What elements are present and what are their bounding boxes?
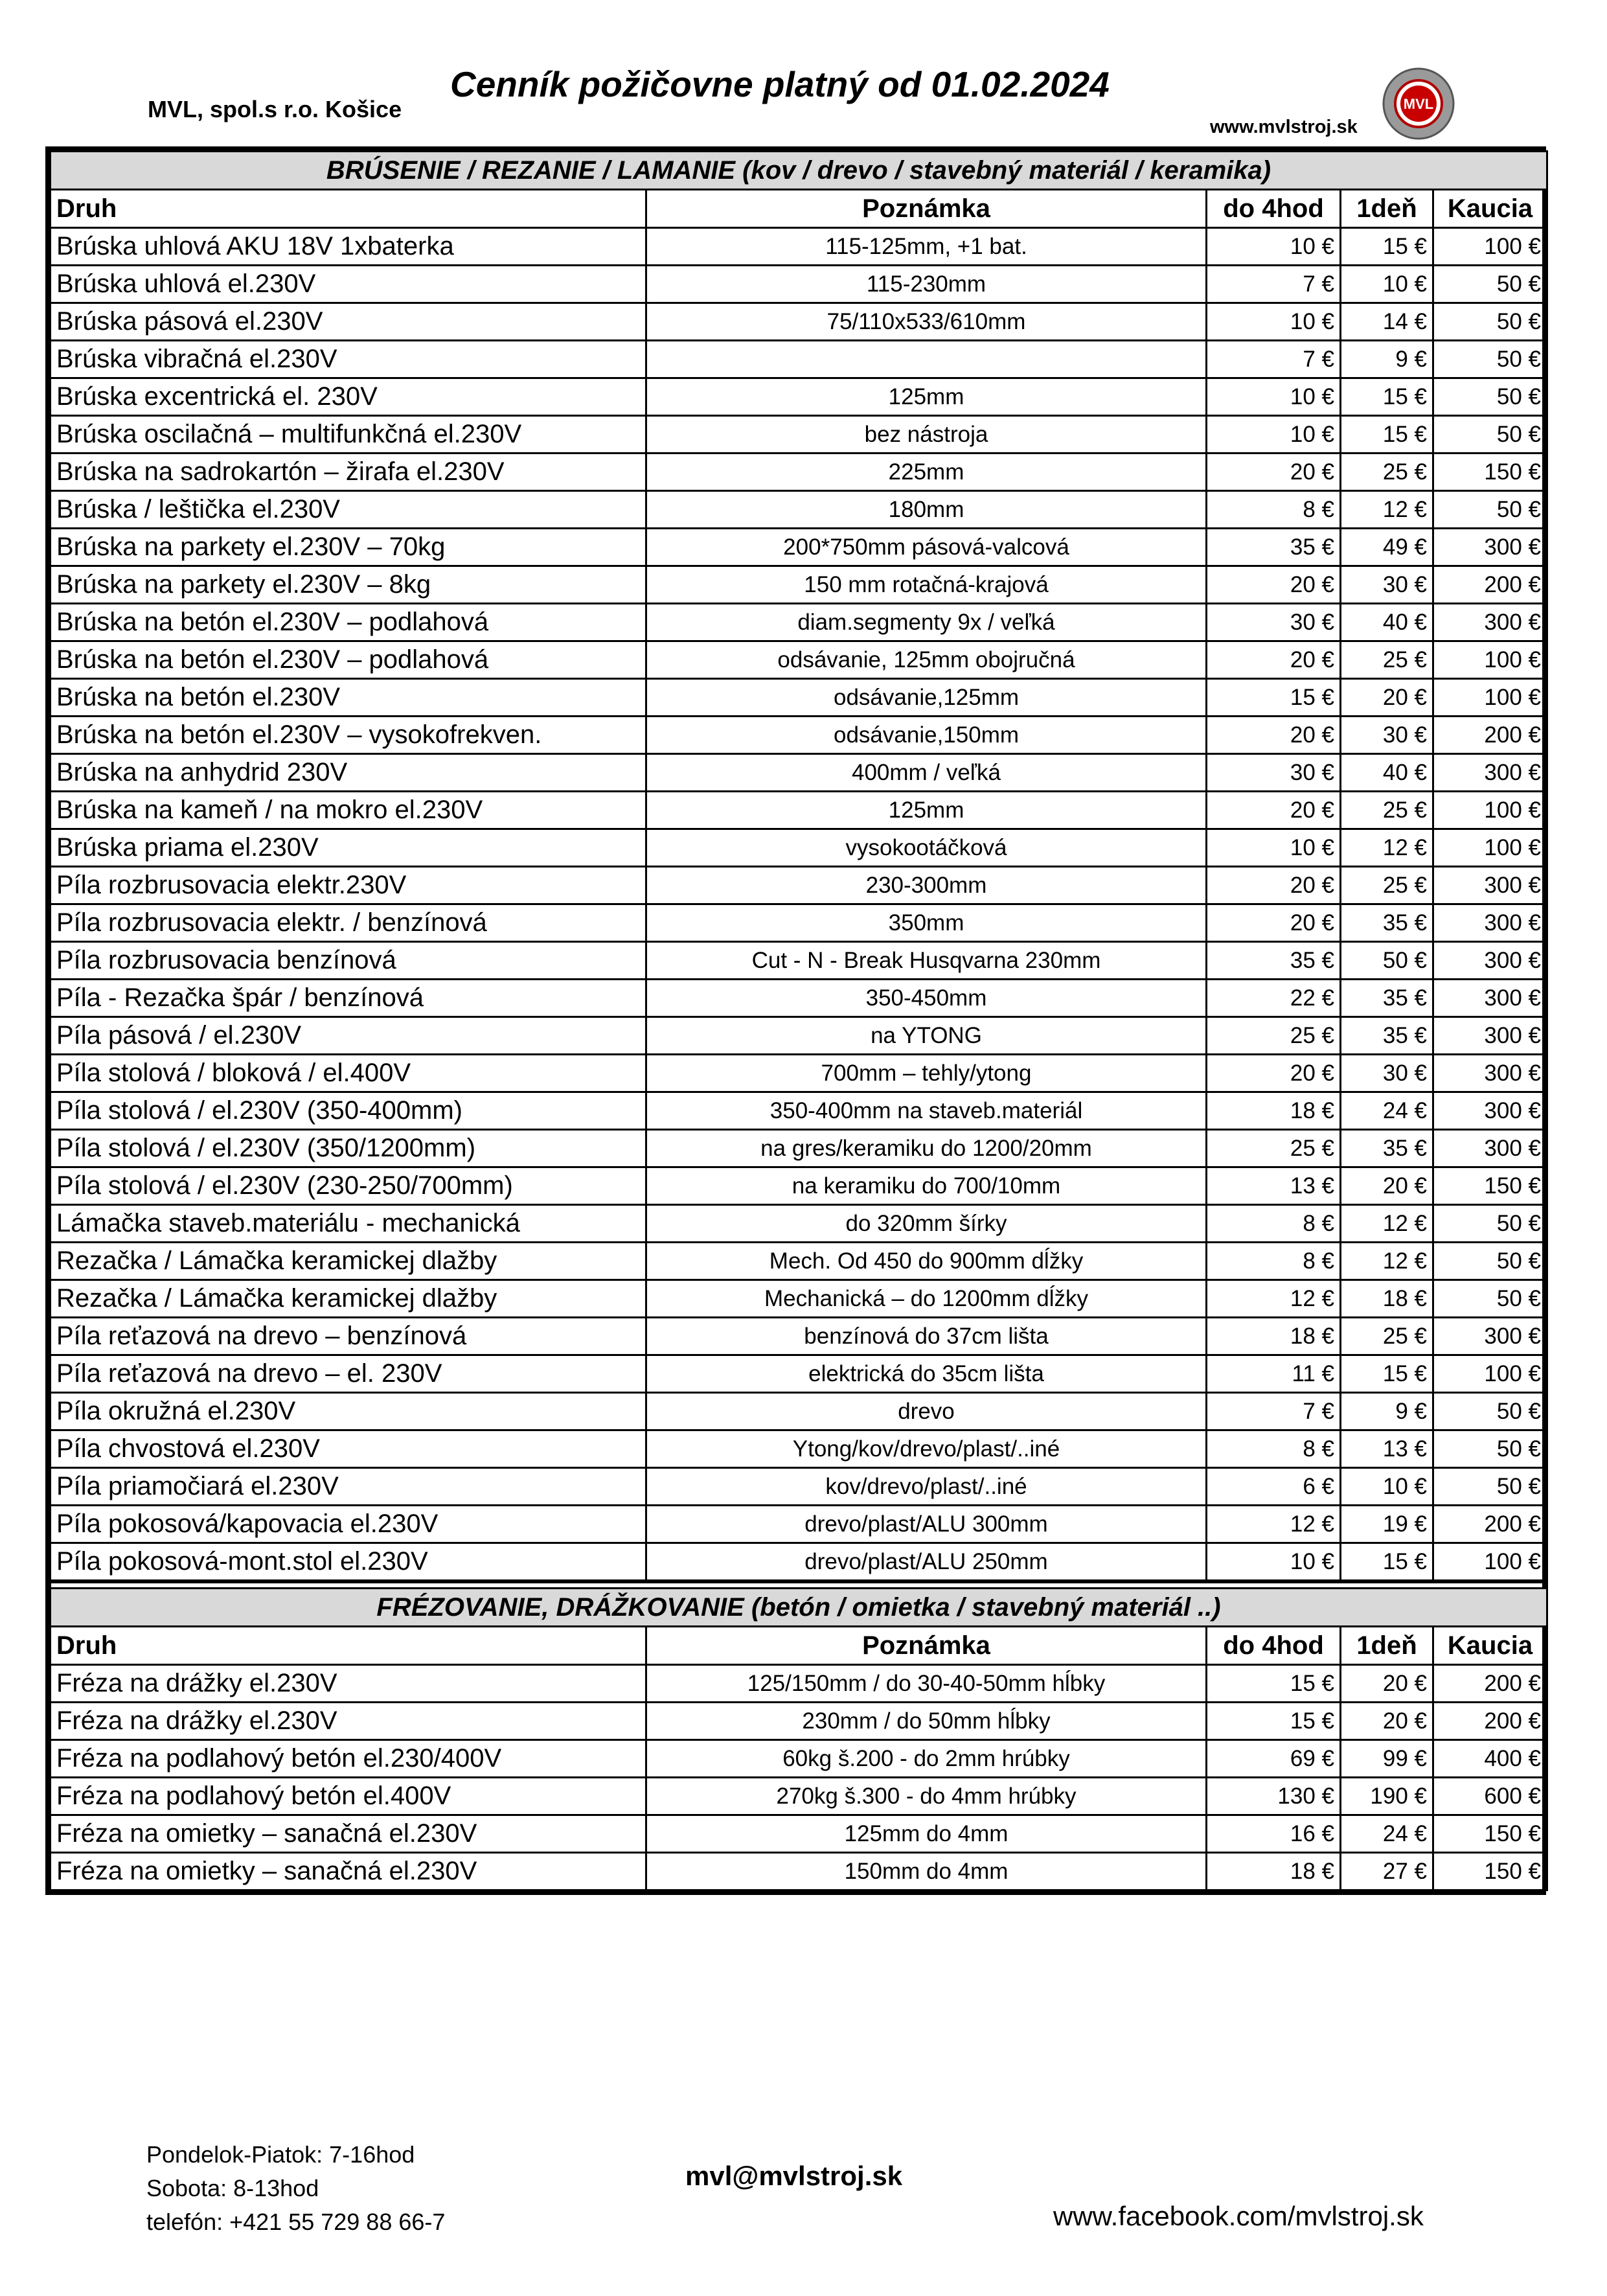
table-row: [51, 717, 1547, 754]
price-day: 12 €: [1341, 829, 1433, 867]
price-4h: 20 €: [1207, 717, 1341, 754]
item-name: Píla rozbrusovacia elektr.230V: [51, 867, 646, 904]
table-row: [51, 1280, 1547, 1318]
price-4h: 20 €: [1207, 792, 1341, 829]
column-header-note: Poznámka: [646, 190, 1207, 228]
item-note: 60kg š.200 - do 2mm hrúbky: [646, 1740, 1207, 1778]
column-header-day: 1deň: [1341, 1627, 1433, 1665]
price-4h: 12 €: [1207, 1506, 1341, 1543]
item-note: diam.segmenty 9x / veľká: [646, 604, 1207, 641]
price-4h: 20 €: [1207, 904, 1341, 942]
item-note: odsávanie,125mm: [646, 679, 1207, 717]
price-4h: 18 €: [1207, 1318, 1341, 1355]
deposit: 300 €: [1433, 529, 1547, 566]
deposit: 200 €: [1433, 717, 1547, 754]
price-day: 15 €: [1341, 378, 1433, 416]
item-note: 75/110x533/610mm: [646, 303, 1207, 341]
price-day: 15 €: [1341, 1543, 1433, 1582]
table-row: [51, 1468, 1547, 1506]
column-header-h4: do 4hod: [1207, 190, 1341, 228]
price-day: 15 €: [1341, 228, 1433, 266]
price-day: 25 €: [1341, 453, 1433, 491]
deposit: 200 €: [1433, 1506, 1547, 1543]
column-header-row: [51, 190, 1547, 228]
price-day: 35 €: [1341, 1017, 1433, 1055]
table-row: [51, 1815, 1547, 1853]
deposit: 300 €: [1433, 867, 1547, 904]
deposit: 300 €: [1433, 1318, 1547, 1355]
table-row: [51, 1092, 1547, 1130]
deposit: 300 €: [1433, 1055, 1547, 1092]
item-name: Píla okružná el.230V: [51, 1393, 646, 1430]
item-name: Brúska oscilačná – multifunkčná el.230V: [51, 416, 646, 453]
deposit: 50 €: [1433, 303, 1547, 341]
opening-hours: [146, 2138, 445, 2239]
item-name: Brúska uhlová el.230V: [51, 266, 646, 303]
price-4h: 10 €: [1207, 303, 1341, 341]
item-note: benzínová do 37cm lišta: [646, 1318, 1207, 1355]
table-row: [51, 829, 1547, 867]
price-4h: 30 €: [1207, 604, 1341, 641]
price-day: 9 €: [1341, 341, 1433, 378]
item-note: 150 mm rotačná-krajová: [646, 566, 1207, 604]
deposit: 150 €: [1433, 453, 1547, 491]
item-name: Píla pásová / el.230V: [51, 1017, 646, 1055]
price-4h: 18 €: [1207, 1853, 1341, 1890]
table-row: [51, 1055, 1547, 1092]
deposit: 300 €: [1433, 754, 1547, 792]
deposit: 400 €: [1433, 1740, 1547, 1778]
price-4h: 35 €: [1207, 529, 1341, 566]
table-row: [51, 1393, 1547, 1430]
item-name: Fréza na drážky el.230V: [51, 1703, 646, 1740]
price-4h: 15 €: [1207, 1665, 1341, 1703]
deposit: 50 €: [1433, 1468, 1547, 1506]
item-note: 270kg š.300 - do 4mm hrúbky: [646, 1778, 1207, 1815]
price-day: 35 €: [1341, 980, 1433, 1017]
deposit: 50 €: [1433, 266, 1547, 303]
item-name: Píla reťazová na drevo – benzínová: [51, 1318, 646, 1355]
phone-number: telefón: +421 55 729 88 66-7: [146, 2209, 446, 2235]
price-4h: 25 €: [1207, 1017, 1341, 1055]
price-day: 20 €: [1341, 1703, 1433, 1740]
price-day: 12 €: [1341, 491, 1433, 529]
column-header-note: Poznámka: [646, 1627, 1207, 1665]
deposit: 300 €: [1433, 904, 1547, 942]
item-note: 150mm do 4mm: [646, 1853, 1207, 1890]
price-4h: 25 €: [1207, 1130, 1341, 1167]
price-day: 35 €: [1341, 904, 1433, 942]
column-header-day: 1deň: [1341, 190, 1433, 228]
price-4h: 8 €: [1207, 1205, 1341, 1243]
price-table: [49, 150, 1548, 1891]
item-name: Píla stolová / el.230V (230-250/700mm): [51, 1167, 646, 1205]
price-day: 10 €: [1341, 266, 1433, 303]
price-4h: 10 €: [1207, 1543, 1341, 1582]
price-4h: 130 €: [1207, 1778, 1341, 1815]
price-4h: 11 €: [1207, 1355, 1341, 1393]
item-note: kov/drevo/plast/..iné: [646, 1468, 1207, 1506]
price-day: 20 €: [1341, 679, 1433, 717]
table-row: [51, 942, 1547, 980]
item-name: Píla rozbrusovacia benzínová: [51, 942, 646, 980]
item-note: na keramiku do 700/10mm: [646, 1167, 1207, 1205]
price-4h: 18 €: [1207, 1092, 1341, 1130]
item-note: vysokootáčková: [646, 829, 1207, 867]
item-note: odsávanie, 125mm obojručná: [646, 641, 1207, 679]
item-note: 125mm do 4mm: [646, 1815, 1207, 1853]
deposit: 150 €: [1433, 1167, 1547, 1205]
item-name: Píla stolová / el.230V (350/1200mm): [51, 1130, 646, 1167]
item-name: Rezačka / Lámačka keramickej dlažby: [51, 1280, 646, 1318]
deposit: 150 €: [1433, 1853, 1547, 1890]
item-note: bez nástroja: [646, 416, 1207, 453]
deposit: 100 €: [1433, 792, 1547, 829]
item-note: elektrická do 35cm lišta: [646, 1355, 1207, 1393]
price-4h: 10 €: [1207, 416, 1341, 453]
price-4h: 12 €: [1207, 1280, 1341, 1318]
price-4h: 8 €: [1207, 491, 1341, 529]
deposit: 100 €: [1433, 679, 1547, 717]
deposit: 100 €: [1433, 1543, 1547, 1582]
deposit: 300 €: [1433, 1017, 1547, 1055]
item-name: Rezačka / Lámačka keramickej dlažby: [51, 1243, 646, 1280]
price-day: 35 €: [1341, 1130, 1433, 1167]
item-name: Brúska na betón el.230V – vysokofrekven.: [51, 717, 646, 754]
price-day: 13 €: [1341, 1430, 1433, 1468]
item-note: Mech. Od 450 do 900mm dĺžky: [646, 1243, 1207, 1280]
item-name: Píla rozbrusovacia elektr. / benzínová: [51, 904, 646, 942]
item-name: Fréza na omietky – sanačná el.230V: [51, 1853, 646, 1890]
item-note: Cut - N - Break Husqvarna 230mm: [646, 942, 1207, 980]
table-row: [51, 1665, 1547, 1703]
item-note: drevo/plast/ALU 300mm: [646, 1506, 1207, 1543]
price-day: 12 €: [1341, 1243, 1433, 1280]
company-logo: [1370, 65, 1467, 143]
price-day: 12 €: [1341, 1205, 1433, 1243]
item-note: 350mm: [646, 904, 1207, 942]
item-note: odsávanie,150mm: [646, 717, 1207, 754]
table-row: [51, 1506, 1547, 1543]
price-4h: 8 €: [1207, 1243, 1341, 1280]
price-day: 24 €: [1341, 1815, 1433, 1853]
table-row: [51, 1167, 1547, 1205]
deposit: 50 €: [1433, 416, 1547, 453]
deposit: 300 €: [1433, 1092, 1547, 1130]
section-title-row: [51, 1589, 1547, 1627]
table-row: [51, 641, 1547, 679]
price-4h: 30 €: [1207, 754, 1341, 792]
price-list: [45, 146, 1546, 1895]
price-4h: 13 €: [1207, 1167, 1341, 1205]
price-4h: 20 €: [1207, 641, 1341, 679]
item-name: Píla stolová / bloková / el.400V: [51, 1055, 646, 1092]
table-row: [51, 378, 1547, 416]
price-day: 20 €: [1341, 1167, 1433, 1205]
item-note: 125mm: [646, 378, 1207, 416]
table-row: [51, 679, 1547, 717]
item-note: 350-450mm: [646, 980, 1207, 1017]
deposit: 100 €: [1433, 228, 1547, 266]
table-row: [51, 1740, 1547, 1778]
company-name: MVL, spol.s r.o. Košice: [148, 96, 402, 122]
table-row: [51, 1205, 1547, 1243]
table-row: [51, 1543, 1547, 1582]
item-note: drevo: [646, 1393, 1207, 1430]
deposit: 200 €: [1433, 1665, 1547, 1703]
item-name: Píla priamočiará el.230V: [51, 1468, 646, 1506]
table-row: [51, 453, 1547, 491]
item-note: 700mm – tehly/ytong: [646, 1055, 1207, 1092]
table-row: [51, 1355, 1547, 1393]
deposit: 50 €: [1433, 1280, 1547, 1318]
item-note: 180mm: [646, 491, 1207, 529]
section-title-row: [51, 152, 1547, 190]
table-row: [51, 1318, 1547, 1355]
table-row: [51, 566, 1547, 604]
deposit: 300 €: [1433, 942, 1547, 980]
price-day: 19 €: [1341, 1506, 1433, 1543]
deposit: 300 €: [1433, 604, 1547, 641]
item-note: 400mm / veľká: [646, 754, 1207, 792]
price-day: 27 €: [1341, 1853, 1433, 1890]
section-title: BRÚSENIE / REZANIE / LAMANIE (kov / drevo / stavebný materiál / keramika): [51, 152, 1547, 190]
table-row: [51, 416, 1547, 453]
price-4h: 20 €: [1207, 566, 1341, 604]
price-4h: 7 €: [1207, 341, 1341, 378]
price-day: 40 €: [1341, 604, 1433, 641]
item-note: 125mm: [646, 792, 1207, 829]
item-note: 230-300mm: [646, 867, 1207, 904]
price-day: 14 €: [1341, 303, 1433, 341]
column-header-row: [51, 1627, 1547, 1665]
item-note: 115-125mm, +1 bat.: [646, 228, 1207, 266]
price-4h: 7 €: [1207, 266, 1341, 303]
price-4h: 22 €: [1207, 980, 1341, 1017]
deposit: 50 €: [1433, 378, 1547, 416]
column-header-type: Druh: [51, 190, 646, 228]
facebook-link[interactable]: www.facebook.com/mvlstroj.sk: [1053, 2201, 1424, 2231]
logo-text: MVL: [1403, 96, 1434, 112]
item-name: Brúska na betón el.230V – podlahová: [51, 604, 646, 641]
deposit: 300 €: [1433, 980, 1547, 1017]
price-4h: 6 €: [1207, 1468, 1341, 1506]
deposit: 100 €: [1433, 829, 1547, 867]
table-row: [51, 529, 1547, 566]
column-header-type: Druh: [51, 1627, 646, 1665]
item-name: Brúska vibračná el.230V: [51, 341, 646, 378]
item-note: 125/150mm / do 30-40-50mm hĺbky: [646, 1665, 1207, 1703]
deposit: 50 €: [1433, 1243, 1547, 1280]
deposit: 50 €: [1433, 341, 1547, 378]
price-4h: 20 €: [1207, 1055, 1341, 1092]
table-row: [51, 980, 1547, 1017]
item-note: 230mm / do 50mm hĺbky: [646, 1703, 1207, 1740]
price-4h: 20 €: [1207, 867, 1341, 904]
item-name: Brúska na parkety el.230V – 8kg: [51, 566, 646, 604]
website-link[interactable]: www.mvlstroj.sk: [1210, 117, 1358, 137]
deposit: 50 €: [1433, 1205, 1547, 1243]
price-4h: 8 €: [1207, 1430, 1341, 1468]
price-day: 50 €: [1341, 942, 1433, 980]
email-link[interactable]: mvl@mvlstroj.sk: [685, 2161, 903, 2191]
price-day: 15 €: [1341, 416, 1433, 453]
item-name: Brúska na sadrokartón – žirafa el.230V: [51, 453, 646, 491]
section-divider: [51, 1581, 1547, 1589]
price-4h: 69 €: [1207, 1740, 1341, 1778]
item-name: Píla chvostová el.230V: [51, 1430, 646, 1468]
table-row: [51, 303, 1547, 341]
price-4h: 15 €: [1207, 679, 1341, 717]
item-note: 225mm: [646, 453, 1207, 491]
item-name: Brúska na kameň / na mokro el.230V: [51, 792, 646, 829]
item-name: Píla stolová / el.230V (350-400mm): [51, 1092, 646, 1130]
price-4h: 16 €: [1207, 1815, 1341, 1853]
section-title: FRÉZOVANIE, DRÁŽKOVANIE (betón / omietka / stavebný materiál ..): [51, 1589, 1547, 1627]
column-header-deposit: Kaucia: [1433, 190, 1547, 228]
price-4h: 35 €: [1207, 942, 1341, 980]
item-name: Brúska na betón el.230V – podlahová: [51, 641, 646, 679]
deposit: 300 €: [1433, 1130, 1547, 1167]
item-name: Brúska na betón el.230V: [51, 679, 646, 717]
deposit: 200 €: [1433, 1703, 1547, 1740]
table-row: [51, 341, 1547, 378]
table-row: [51, 904, 1547, 942]
deposit: 50 €: [1433, 1393, 1547, 1430]
item-name: Fréza na podlahový betón el.400V: [51, 1778, 646, 1815]
item-note: na gres/keramiku do 1200/20mm: [646, 1130, 1207, 1167]
item-note: 115-230mm: [646, 266, 1207, 303]
price-day: 190 €: [1341, 1778, 1433, 1815]
table-row: [51, 754, 1547, 792]
item-note: Mechanická – do 1200mm dĺžky: [646, 1280, 1207, 1318]
item-name: Brúska na anhydrid 230V: [51, 754, 646, 792]
item-note: drevo/plast/ALU 250mm: [646, 1543, 1207, 1582]
price-4h: 7 €: [1207, 1393, 1341, 1430]
item-name: Fréza na podlahový betón el.230/400V: [51, 1740, 646, 1778]
page-title: Cenník požičovne platný od 01.02.2024: [450, 64, 1110, 104]
table-row: [51, 1853, 1547, 1890]
item-name: Brúska excentrická el. 230V: [51, 378, 646, 416]
price-day: 15 €: [1341, 1355, 1433, 1393]
deposit: 100 €: [1433, 641, 1547, 679]
item-name: Píla pokosová/kapovacia el.230V: [51, 1506, 646, 1543]
table-row: [51, 228, 1547, 266]
price-4h: 10 €: [1207, 228, 1341, 266]
price-day: 18 €: [1341, 1280, 1433, 1318]
deposit: 50 €: [1433, 1430, 1547, 1468]
hours-weekdays: Pondelok-Piatok: 7-16hod: [146, 2141, 415, 2168]
price-day: 30 €: [1341, 717, 1433, 754]
table-row: [51, 266, 1547, 303]
column-header-h4: do 4hod: [1207, 1627, 1341, 1665]
item-name: Brúska uhlová AKU 18V 1xbaterka: [51, 228, 646, 266]
item-name: Fréza na omietky – sanačná el.230V: [51, 1815, 646, 1853]
price-day: 40 €: [1341, 754, 1433, 792]
price-4h: 20 €: [1207, 453, 1341, 491]
column-header-deposit: Kaucia: [1433, 1627, 1547, 1665]
item-name: Brúska priama el.230V: [51, 829, 646, 867]
table-row: [51, 491, 1547, 529]
price-day: 99 €: [1341, 1740, 1433, 1778]
item-name: Brúska pásová el.230V: [51, 303, 646, 341]
deposit: 50 €: [1433, 491, 1547, 529]
item-note: 350-400mm na staveb.materiál: [646, 1092, 1207, 1130]
price-day: 25 €: [1341, 867, 1433, 904]
price-4h: 15 €: [1207, 1703, 1341, 1740]
table-row: [51, 792, 1547, 829]
price-day: 25 €: [1341, 1318, 1433, 1355]
table-row: [51, 1017, 1547, 1055]
price-day: 25 €: [1341, 792, 1433, 829]
item-name: Lámačka staveb.materiálu - mechanická: [51, 1205, 646, 1243]
table-row: [51, 604, 1547, 641]
table-row: [51, 1130, 1547, 1167]
hours-saturday: Sobota: 8-13hod: [146, 2175, 319, 2201]
item-note: do 320mm šírky: [646, 1205, 1207, 1243]
price-day: 10 €: [1341, 1468, 1433, 1506]
table-row: [51, 1243, 1547, 1280]
deposit: 200 €: [1433, 566, 1547, 604]
table-row: [51, 1778, 1547, 1815]
deposit: 150 €: [1433, 1815, 1547, 1853]
item-name: Fréza na drážky el.230V: [51, 1665, 646, 1703]
item-note: [646, 341, 1207, 378]
price-4h: 10 €: [1207, 378, 1341, 416]
item-name: Brúska na parkety el.230V – 70kg: [51, 529, 646, 566]
item-name: Píla reťazová na drevo – el. 230V: [51, 1355, 646, 1393]
deposit: 100 €: [1433, 1355, 1547, 1393]
item-name: Brúska / leštička el.230V: [51, 491, 646, 529]
table-row: [51, 867, 1547, 904]
item-name: Píla - Rezačka špár / benzínová: [51, 980, 646, 1017]
price-day: 49 €: [1341, 529, 1433, 566]
item-note: 200*750mm pásová-valcová: [646, 529, 1207, 566]
price-day: 24 €: [1341, 1092, 1433, 1130]
price-day: 20 €: [1341, 1665, 1433, 1703]
price-4h: 10 €: [1207, 829, 1341, 867]
table-row: [51, 1430, 1547, 1468]
table-row: [51, 1703, 1547, 1740]
price-day: 30 €: [1341, 566, 1433, 604]
price-day: 25 €: [1341, 641, 1433, 679]
deposit: 600 €: [1433, 1778, 1547, 1815]
divider-cell: [51, 1581, 1547, 1589]
item-name: Píla pokosová-mont.stol el.230V: [51, 1543, 646, 1582]
item-note: Ytong/kov/drevo/plast/..iné: [646, 1430, 1207, 1468]
item-note: na YTONG: [646, 1017, 1207, 1055]
price-day: 9 €: [1341, 1393, 1433, 1430]
price-day: 30 €: [1341, 1055, 1433, 1092]
